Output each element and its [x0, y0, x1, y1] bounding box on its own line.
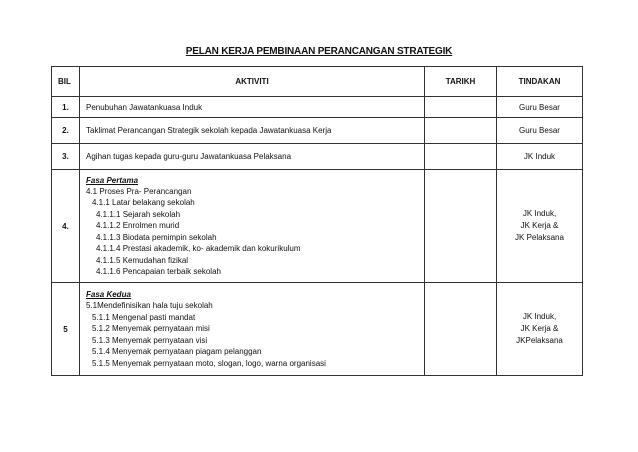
page-title: PELAN KERJA PEMBINAAN PERANCANGAN STRATEGIK	[185, 46, 453, 57]
fasa-heading: Fasa Pertama	[86, 175, 139, 185]
activity-line: 5.1.5 Menyemak pernyataan moto, slogan, logo, warna organisasi	[92, 358, 326, 368]
activity-line: 5.1.3 Menyemak pernyataan visi	[92, 335, 208, 345]
activity-line: 4.1.1.2 Enrolmen murid	[96, 221, 180, 231]
row-aktiviti	[80, 283, 425, 376]
activity-line: 4.1 Proses Pra- Perancangan	[86, 187, 192, 197]
row-tindakan	[497, 283, 583, 376]
work-plan-table	[51, 66, 583, 376]
table-row	[52, 283, 583, 376]
row-tarikh	[425, 118, 497, 144]
row-tarikh	[425, 170, 497, 283]
row-tindakan: Guru Besar	[497, 118, 583, 144]
tindakan-line: JK Kerja &	[520, 324, 559, 333]
fasa-heading: Fasa Kedua	[86, 290, 131, 300]
row-bil: 5	[52, 283, 80, 376]
table-row	[52, 118, 583, 144]
activity-line: 4.1.1.3 Biodata pemimpin sekolah	[96, 232, 217, 242]
activity-line: 4.1.1.5 Kemudahan fizikal	[96, 255, 189, 265]
tindakan-line: JK Pelaksana	[515, 233, 564, 242]
row-aktiviti	[80, 170, 425, 283]
header-bil: BIL	[52, 67, 80, 97]
row-aktiviti: Agihan tugas kepada guru-guru Jawatankuasa Pelaksana	[80, 144, 425, 170]
row-tarikh	[425, 144, 497, 170]
row-bil: 4.	[52, 170, 80, 283]
row-bil: 3.	[52, 144, 80, 170]
tindakan-line: JK Kerja &	[520, 221, 559, 230]
row-tarikh	[425, 283, 497, 376]
row-tarikh	[425, 97, 497, 118]
row-bil: 2.	[52, 118, 80, 144]
tindakan-line: JKPelaksana	[516, 336, 563, 345]
activity-line: 5.1Mendefinisikan hala tuju sekolah	[86, 301, 213, 311]
row-tindakan: Guru Besar	[497, 97, 583, 118]
row-aktiviti: Taklimat Perancangan Strategik sekolah kepada Jawatankuasa Kerja	[80, 118, 425, 144]
activity-line: 4.1.1 Latar belakang sekolah	[92, 198, 195, 208]
table-row	[52, 144, 583, 170]
tindakan-line: JK Induk,	[522, 312, 557, 321]
row-aktiviti: Penubuhan Jawatankuasa Induk	[80, 97, 425, 118]
table-row	[52, 97, 583, 118]
activity-line: 5.1.4 Menyemak pernyataan piagam pelanggan	[92, 347, 262, 357]
row-tindakan: JK Induk	[497, 144, 583, 170]
header-aktiviti: AKTIVITI	[80, 67, 425, 97]
table-header-row	[52, 67, 583, 97]
header-tindakan: TINDAKAN	[497, 67, 583, 97]
activity-line: 5.1.2 Menyemak pernyataan misi	[92, 324, 210, 334]
row-tindakan	[497, 170, 583, 283]
activity-line: 4.1.1.1 Sejarah sekolah	[96, 209, 181, 219]
header-tarikh: TARIKH	[425, 67, 497, 97]
tindakan-line: JK Induk,	[522, 209, 557, 218]
row-bil: 1.	[52, 97, 80, 118]
activity-line: 4.1.1.6 Pencapaian terbaik sekolah	[96, 266, 221, 276]
table-row	[52, 170, 583, 283]
activity-line: 5.1.1 Mengenal pasti mandat	[92, 312, 196, 322]
activity-line: 4.1.1.4 Prestasi akademik, ko- akademik dan kokurikulum	[96, 244, 301, 254]
